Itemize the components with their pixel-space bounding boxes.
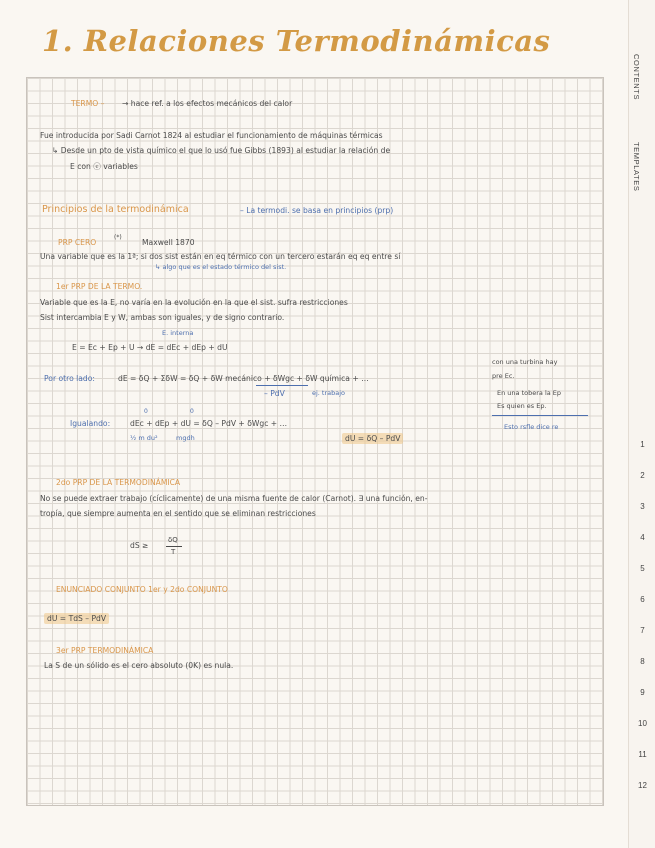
- page-link-7[interactable]: 7: [640, 626, 645, 635]
- page-link-9[interactable]: 9: [640, 688, 645, 697]
- enunciado-heading: ENUNCIADO CONJUNTO 1er y 2do CONJUNTO: [56, 585, 228, 594]
- termo-label: TERMO –: [71, 99, 105, 108]
- prp1-line-1: Variable que es la E, no varía en la evolución en la que el sist. sufra restricciones: [40, 298, 348, 307]
- intro-line-3: E con ⓔ variables: [70, 162, 138, 171]
- prp3-heading: 3er PRP TERMODINÁMICA: [56, 646, 154, 655]
- page-link-6[interactable]: 6: [640, 595, 645, 604]
- energy-equation: E = Ec + Ep + U → dE = dEc + dEp + dU: [72, 343, 228, 352]
- side-note-3: En una tobera la Ep: [497, 389, 562, 397]
- principios-note: – La termodi. se basa en principios (prp): [240, 206, 394, 215]
- igualando-label: Igualando:: [70, 419, 111, 428]
- page-link-1[interactable]: 1: [640, 440, 645, 449]
- igualando-equation: dEc + dEp + dU = δQ – PdV + δWgc + …: [130, 419, 288, 428]
- ds-frac-den: T: [171, 548, 176, 556]
- page-title: 1. Relaciones Termodinámicas: [42, 24, 551, 58]
- tab-contents[interactable]: CONTENTS: [632, 54, 641, 101]
- ej-trabajo-label: ej. trabajo: [312, 389, 346, 397]
- ds-frac-num: δQ: [168, 536, 178, 544]
- prp3-line: La S de un sólido es el cero absoluto (0K) es nula.: [44, 661, 234, 670]
- page-link-12[interactable]: 12: [638, 781, 647, 790]
- principios-heading: Principios de la termodinámica: [42, 204, 189, 215]
- zero-mark-2: 0: [190, 408, 194, 415]
- page-link-10[interactable]: 10: [638, 719, 647, 728]
- mgdh-label: mgdh: [176, 434, 195, 442]
- e-interna-label: E. interna: [162, 329, 194, 337]
- du-tds-equation: [44, 614, 109, 623]
- page-link-2[interactable]: 2: [640, 471, 645, 480]
- prp-cero-author: Maxwell 1870: [142, 238, 195, 247]
- page-link-11[interactable]: 11: [638, 750, 647, 759]
- mdu-label: ½ m du²: [130, 434, 158, 442]
- prp2-line-1: No se puede extraer trabajo (cíclicamente) de una misma fuente de calor (Carnot). ∃ una función, en-: [40, 494, 428, 503]
- side-note-5: Esto rsfle dice re: [504, 423, 559, 431]
- termo-definition: → hace ref. a los efectos mecánicos del calor: [122, 99, 293, 108]
- prp1-line-2: Sist intercambia E y W, ambas son iguales, y de signo contrario.: [40, 313, 285, 322]
- prp-cero-label: PRP CERO: [58, 238, 97, 247]
- page-link-8[interactable]: 8: [640, 657, 645, 666]
- grid-paper: [26, 77, 604, 806]
- du-result: [342, 434, 403, 443]
- prp-cero-line-1: Una variable que es la 1ª; si dos sist están en eq térmico con un tercero estarán eq eq entre sí: [40, 252, 401, 261]
- du-result-highlight: dU = δQ – PdV: [342, 433, 403, 444]
- ds-equation: dS ≥: [130, 541, 149, 550]
- side-note-underline: [492, 415, 588, 416]
- mecanico-underline: [256, 385, 308, 386]
- intro-line-2: ↳ Desde un pto de vista químico el que lo usó fue Gibbs (1893) al estudiar la relación de: [52, 146, 391, 155]
- prp2-line-2: tropía, que siempre aumenta en el sentido que se eliminan restricciones: [40, 509, 316, 518]
- prp-cero-line-2: ↳ algo que es el estado térmico del sist.: [155, 263, 287, 271]
- dE-equation: dE = δQ + ΣδW = δQ + δW mecánico + δWgc + δW química + …: [118, 374, 369, 383]
- side-note-1: con una turbina hay: [492, 358, 558, 366]
- tab-templates[interactable]: TEMPLATES: [632, 142, 641, 192]
- prp-cero-mark: (*): [114, 234, 122, 241]
- por-otro-label: Por otro lado:: [44, 374, 95, 383]
- notebook-sidebar: [628, 0, 655, 848]
- page-link-4[interactable]: 4: [640, 533, 645, 542]
- pdv-label: – PdV: [264, 389, 285, 398]
- side-note-2: pre Ec.: [492, 372, 515, 380]
- page-link-5[interactable]: 5: [640, 564, 645, 573]
- zero-mark-1: 0: [144, 408, 148, 415]
- page-link-3[interactable]: 3: [640, 502, 645, 511]
- intro-line-1: Fue introducida por Sadi Carnot 1824 al estudiar el funcionamiento de máquinas térmicas: [40, 131, 383, 140]
- du-tds-highlight: dU = TdS – PdV: [44, 613, 109, 624]
- prp2-heading: 2do PRP DE LA TERMODINÁMICA: [56, 478, 181, 487]
- side-note-4: Es quien es Ep.: [497, 402, 547, 410]
- ds-frac-bar: [166, 546, 182, 547]
- prp1-heading: 1er PRP DE LA TERMO.: [56, 282, 143, 291]
